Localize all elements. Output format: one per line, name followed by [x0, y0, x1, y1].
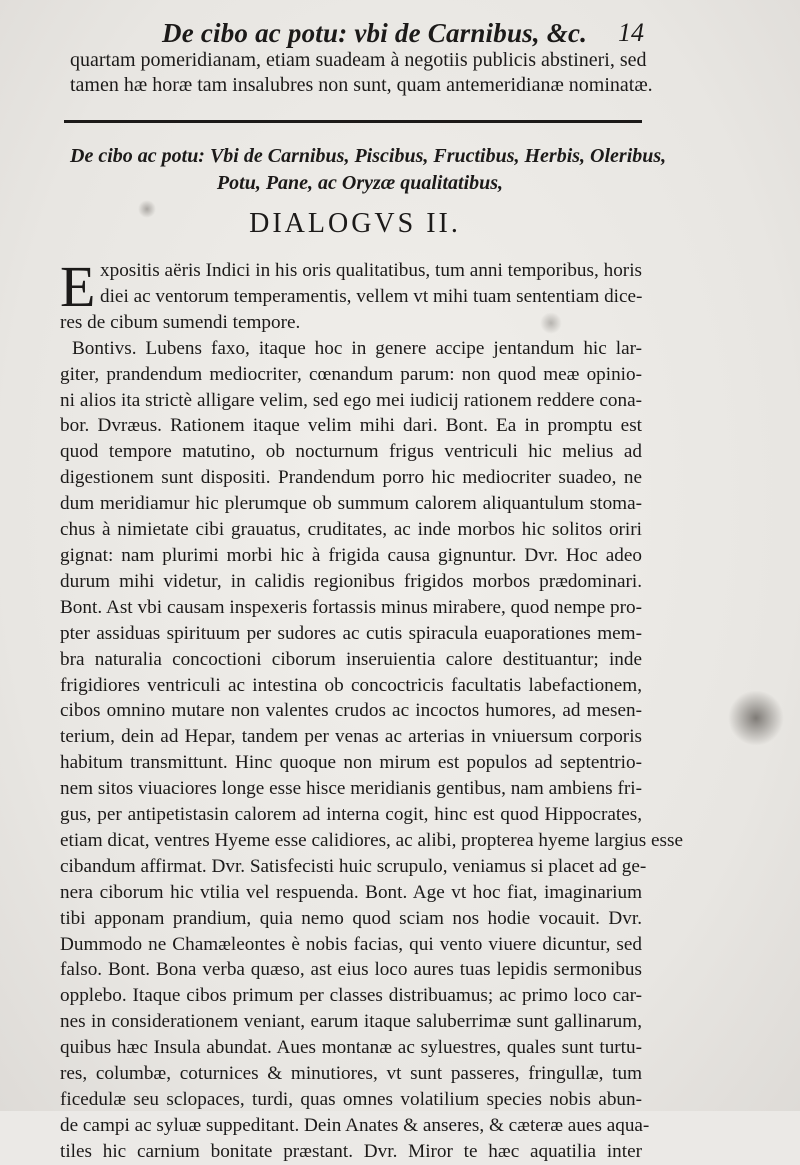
text-line: nera ciborum hic vtilia vel respuenda. Bont. Age vt hoc fiat, imaginarium: [60, 881, 642, 903]
text-line: res, columbæ, coturnices & minutiores, vt sunt passeres, fringullæ, tum: [60, 1063, 642, 1085]
section-heading: [70, 143, 667, 197]
text-line: chus à nimietate cibi grauatus, cruditates, ac inde morbos hic solitos oriri: [60, 519, 642, 541]
continued-text: [70, 48, 653, 98]
text-line: habitum transmittunt. Hinc quoque non mirum est populos ad septentrio-: [60, 752, 642, 774]
text-line: res de cibum sumendi tempore.: [60, 311, 301, 333]
text-line: cibandum affirmat. Dvr. Satisfecisti huic scrupulo, veniamus si placet ad ge-: [60, 855, 647, 877]
text-line: ficedulæ seu sclopaces, turdi, quas omnes volatilium species nobis abun-: [60, 1089, 642, 1110]
text-line: frigidiores ventriculi ac intestina ob concoctricis facultatis labefactionem,: [60, 674, 642, 696]
text-line: durum mihi videtur, in calidis regionibus frigidos morbos prædominari.: [60, 570, 642, 592]
text-line: opplebo. Itaque cibos primum per classes distribuamus; ac primo loco car-: [60, 985, 642, 1007]
text-line: gus, per antipetistasin calorem ad interna cogit, hinc est quod Hippocrates,: [60, 804, 642, 826]
dialogue-title: DIALOGVS II.: [249, 208, 461, 239]
section-heading-line: Potu, Pane, ac Oryzæ qualitatibus,: [216, 172, 504, 194]
text-line: tibi apponam prandium, quia nemo quod sciam nos hodie vocauit. Dvr.: [60, 907, 642, 929]
text-line: terium, dein ad Hepar, tandem per venas ac arterias in vniuersum corporis: [60, 726, 642, 748]
text-line: xpositis aëris Indici in his oris qualitatibus, tum anni temporibus, horis: [100, 260, 642, 281]
section-rule: [64, 120, 642, 123]
text-line: nes in considerationem veniant, earum itaque saluberrimæ sunt gallinarum,: [60, 1011, 642, 1033]
text-line: quibus hæc Insula abundat. Aues montanæ ac syluestres, quales sunt turtu-: [60, 1037, 642, 1059]
text-line: cibos omnino mutare non valentes crudos ac incoctos humores, ad mesen-: [60, 700, 642, 722]
text-line: ni alios ita strictè alligare velim, sed ego mei iudicij rationem reddere cona-: [60, 389, 642, 411]
continued-line: quartam pomeridianam, etiam suadeam à negotiis publicis abstineri, sed: [70, 49, 647, 71]
text-line: Bont. Ast vbi causam inspexeris fortassis minus mirabere, quod nempe pro-: [60, 596, 642, 618]
text-line: pter assiduas spirituum per sudores ac cutis spiracula euaporationes mem-: [60, 622, 642, 644]
body-text: [60, 254, 683, 1165]
running-head: [70, 14, 650, 50]
running-head-title: De cibo ac potu: vbi de Carnibus, &c.: [162, 18, 588, 48]
text-line: falso. Bont. Bona verba quæso, ast eius loco aures tuas lepidis sermonibus: [60, 959, 642, 981]
ink-stain: [728, 690, 784, 746]
text-line: tiles hic carnium bonitate præstant. Dvr. Miror te hæc aquatilia inter: [60, 1140, 642, 1162]
text-line: etiam dicat, ventres Hyeme esse calidiores, ac alibi, propterea hyeme largius esse: [60, 829, 683, 851]
text-line: dum meridiamur hic plerumque ob summum calorem aliquantulum stoma-: [60, 493, 642, 515]
page-number: 14: [618, 18, 644, 47]
text-line: nem sitos viuaciores longe esse hisce meridianis gentibus, nam ambiens fri-: [60, 778, 642, 800]
text-line: de campi ac syluæ suppeditant. Dein Anates & anseres, & cæteræ aues aqua-: [60, 1114, 650, 1136]
drop-cap: E: [60, 254, 96, 319]
text-line: giter, prandendum mediocriter, cœnandum parum: non quod meæ opinio-: [60, 363, 642, 385]
text-line: Dummodo ne Chamæleontes è nobis facias, qui vento viuere dicuntur, sed: [60, 933, 642, 955]
text-line: digestionem sunt dispositi. Prandendum porro hic mediocriter suadeo, ne: [60, 467, 642, 489]
text-line: quod tempore matutino, ob nocturnum frigus ventriculi hic melius ad: [60, 441, 642, 463]
text-line: Bontivs. Lubens faxo, itaque hoc in genere accipe jentandum hic lar-: [72, 337, 642, 359]
continued-line: tamen hæ horæ tam insalubres non sunt, quam antemeridianæ nominatæ.: [70, 74, 653, 96]
ink-stain: [138, 200, 156, 218]
text-line: bor. Dvræus. Rationem itaque velim mihi dari. Bont. Ea in promptu est: [60, 415, 642, 437]
text-line: gignat: nam plurimi morbi hic à frigida causa gignuntur. Dvr. Hoc adeo: [60, 544, 642, 566]
text-line: diei ac ventorum temperamentis, vellem vt mihi tuam sententiam dice-: [100, 285, 643, 307]
ink-stain: [540, 312, 562, 334]
text-line: bra naturalia concoctioni ciborum inseruientia calore destituantur; inde: [60, 648, 642, 670]
section-heading-line: De cibo ac potu: Vbi de Carnibus, Piscibus, Fructibus, Herbis, Oleribus,: [70, 145, 667, 167]
